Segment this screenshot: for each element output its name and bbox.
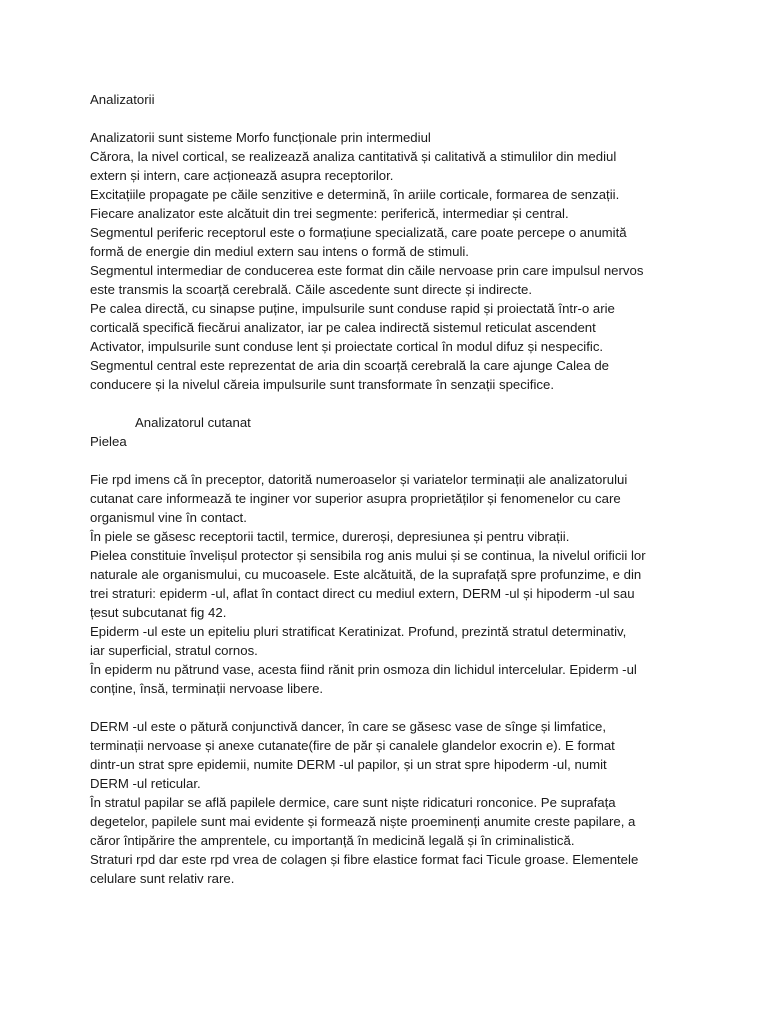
document-title: Analizatorii [90, 92, 155, 107]
spacer [90, 451, 690, 470]
paragraph-line: Segmentul intermediar de conducerea este format din căile nervoase prin care impulsul nervos [90, 263, 644, 278]
paragraph-line: cutanat care informează te inginer vor superior asupra proprietăților și fenomenelor cu care [90, 491, 621, 506]
paragraph-line: organismul vine în contact. [90, 510, 247, 525]
paragraph-line: Segmentul periferic receptorul este o formațiune specializată, care poate percepe o anumită [90, 225, 627, 240]
paragraph-line: Pe calea directă, cu sinapse puține, impulsurile sunt conduse rapid și proiectată într-o arie [90, 301, 615, 316]
spacer [90, 698, 690, 717]
paragraph-line: Pielea constituie învelișul protector și sensibila rog anis mului și se continua, la nivelul orificii lor [90, 548, 646, 563]
subheading-analizatorul-cutanat: Analizatorul cutanat [135, 415, 251, 430]
paragraph-line: naturale ale organismului, cu mucoasele. Este alcătuită, de la suprafață spre profunzime, e din [90, 567, 642, 582]
paragraph-line: degetelor, papilele sunt mai evidente și formează niște proeminenți anumite creste papilare, a [90, 814, 636, 829]
paragraph-line: În epiderm nu pătrund vase, acesta fiind rănit prin osmoza din lichidul intercelular. Epiderm -ul [90, 662, 637, 677]
paragraph-line: trei straturi: epiderm -ul, aflat în contact direct cu mediul extern, DERM -ul și hipoderm -ul sau [90, 586, 635, 601]
paragraph-line: Fie rpd imens că în preceptor, datorită numeroaselor și variatelor terminații ale analizatorului [90, 472, 628, 487]
subheading-pielea: Pielea [90, 434, 127, 449]
spacer [90, 394, 690, 413]
paragraph-line: corticală specifică fiecărui analizator, iar pe calea indirectă sistemul reticulat ascendent [90, 320, 596, 335]
section-pielea [90, 470, 690, 698]
paragraph-line: dintr-un strat spre epidemii, numite DERM -ul papilor, și un strat spre hipoderm -ul, numit [90, 757, 607, 772]
paragraph-line: DERM -ul reticular. [90, 776, 201, 791]
paragraph-line: este transmis la scoarță cerebrală. Căile ascedente sunt directe și indirecte. [90, 282, 532, 297]
section-analizatorii [90, 128, 690, 394]
spacer [90, 109, 690, 128]
paragraph-line: Activator, impulsurile sunt conduse lent și proiectate cortical în modul difuz și nespecific. [90, 339, 604, 354]
paragraph-line: extern și intern, care acționează asupra receptorilor. [90, 168, 394, 183]
document-page [90, 90, 690, 888]
paragraph-line: Segmentul central este reprezentat de aria din scoarță cerebrală la care ajunge Calea de [90, 358, 610, 373]
paragraph-line: formă de energie din mediul extern sau intens o formă de stimuli. [90, 244, 469, 259]
paragraph-line: Cărora, la nivel cortical, se realizează analiza cantitativă și calitativă a stimulilor din mediul [90, 149, 617, 164]
paragraph-line: terminații nervoase și anexe cutanate(fire de păr și canalele glandelor exocrin e). E format [90, 738, 615, 753]
section-derm [90, 717, 690, 888]
paragraph-line: În piele se găsesc receptorii tactil, termice, dureroși, depresiunea și pentru vibrații. [90, 529, 570, 544]
paragraph-line: celulare sunt relativ rare. [90, 871, 235, 886]
paragraph-line: Epiderm -ul este un epiteliu pluri stratificat Keratinizat. Profund, prezintă stratul determinativ, [90, 624, 627, 639]
paragraph-line: DERM -ul este o pătură conjunctivă dancer, în care se găsesc vase de sînge și limfatice, [90, 719, 607, 734]
paragraph-line: În stratul papilar se află papilele dermice, care sunt niște ridicaturi ronconice. Pe suprafața [90, 795, 616, 810]
paragraph-line: Fiecare analizator este alcătuit din trei segmente: periferică, intermediar și central. [90, 206, 569, 221]
paragraph-line: țesut subcutanat fig 42. [90, 605, 227, 620]
paragraph-line: căror întipărire the amprentele, cu importanță în medicină legală și în criminalistică. [90, 833, 575, 848]
paragraph-line: iar superficial, stratul cornos. [90, 643, 258, 658]
paragraph-line: Excitațiile propagate pe căile senzitive e determină, în ariile corticale, formarea de senzații. [90, 187, 620, 202]
paragraph-line: conține, însă, terminații nervoase libere. [90, 681, 324, 696]
paragraph-line: conducere și la nivelul căreia impulsurile sunt transformate în senzații specifice. [90, 377, 554, 392]
paragraph-line: Straturi rpd dar este rpd vrea de colagen și fibre elastice format faci Ticule groase. Elementele [90, 852, 639, 867]
paragraph-line: Analizatorii sunt sisteme Morfo funcționale prin intermediul [90, 130, 431, 145]
